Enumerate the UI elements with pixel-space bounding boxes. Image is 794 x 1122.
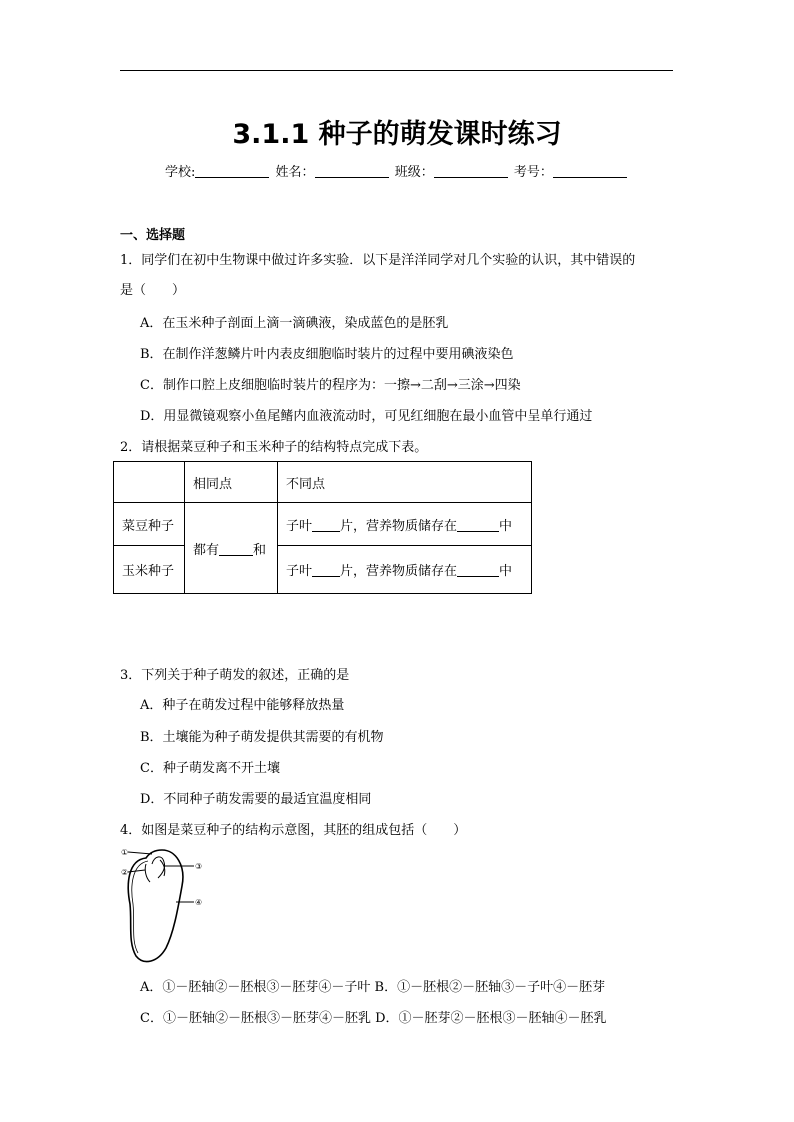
q1-option-b: B．在制作洋葱鳞片叶内表皮细胞临时装片的过程中要用碘液染色 [140, 347, 514, 362]
q4-options-ab: A．①－胚轴②－胚根③－胚芽④－子叶 B．①－胚根②－胚轴③－子叶④－胚芽 [140, 980, 606, 995]
diff-text-b: 片，营养物质储存在 [340, 518, 458, 534]
diff-text-c: 中 [499, 564, 513, 579]
label-2: ② [121, 868, 129, 877]
q3-stem: 3．下列关于种子萌发的叙述，正确的是 [120, 668, 350, 683]
table-row-bean-label: 菜豆种子 [114, 503, 185, 546]
q1-option-a: A．在玉米种子剖面上滴一滴碘液，染成蓝色的是胚乳 [140, 316, 449, 331]
exam-number-label: 考号： [513, 165, 553, 180]
cotyledon-blank [312, 564, 340, 577]
q1-stem-line2: 是（ ） [120, 283, 186, 298]
exam-number-blank [553, 165, 627, 178]
section-heading: 一、选择题 [120, 228, 186, 243]
same-text-b: 和 [253, 542, 267, 558]
label-4: ④ [195, 898, 203, 907]
table-header-diff: 不同点 [278, 462, 532, 503]
diff-text-a: 子叶 [286, 564, 313, 579]
school-label: 学校: [165, 165, 196, 180]
diff-text-c: 中 [499, 518, 513, 534]
cotyledon-blank [312, 519, 340, 532]
name-label: 姓名： [275, 165, 315, 180]
student-info-line [165, 161, 629, 180]
q3-option-d: D．不同种子萌发需要的最适宜温度相同 [140, 792, 372, 807]
q4-options-cd: C．①－胚轴②－胚根③－胚芽④－胚乳 D．①－胚芽②－胚根③－胚轴④－胚乳 [140, 1011, 607, 1026]
embryo-plumule [152, 857, 165, 878]
comparison-table [113, 461, 532, 594]
school-blank [195, 165, 269, 178]
page-title: 3.1.1 种子的萌发课时练习 [232, 119, 562, 150]
table-bean-diff-cell [278, 503, 532, 546]
name-blank [315, 165, 389, 178]
seed-coat-outline [128, 850, 183, 962]
same-blank [219, 543, 253, 556]
q3-option-c: C．种子萌发离不开土壤 [140, 761, 280, 776]
storage-blank [457, 519, 499, 532]
table-header-same: 相同点 [185, 462, 278, 503]
bean-seed-diagram [118, 844, 218, 966]
table-row-corn-label: 玉米种子 [114, 546, 185, 594]
table-corner-cell [114, 462, 185, 503]
label-1: ① [121, 848, 129, 857]
same-text-a: 都有 [193, 542, 220, 558]
label-3: ③ [195, 862, 203, 871]
q3-option-b: B．土壤能为种子萌发提供其需要的有机物 [140, 730, 384, 745]
q1-option-d: D．用显微镜观察小鱼尾鳍内血液流动时，可见红细胞在最小血管中呈单行通过 [140, 409, 593, 424]
q1-option-c: C．制作口腔上皮细胞临时装片的程序为：一擦→二刮→三涂→四染 [140, 378, 521, 393]
class-blank [434, 165, 508, 178]
q1-stem-line1: 1．同学们在初中生物课中做过许多实验．以下是洋洋同学对几个实验的认识，其中错误的 [120, 253, 636, 268]
table-corn-diff-cell [278, 546, 532, 594]
table-same-cell [185, 503, 278, 594]
q3-option-a: A．种子在萌发过程中能够释放热量 [140, 698, 345, 713]
diff-text-b: 片，营养物质储存在 [340, 564, 458, 579]
q4-stem: 4．如图是菜豆种子的结构示意图，其胚的组成包括（ ） [120, 823, 467, 838]
storage-blank [457, 564, 499, 577]
q2-stem: 2．请根据菜豆种子和玉米种子的结构特点完成下表。 [120, 440, 428, 455]
diff-text-a: 子叶 [286, 518, 313, 534]
class-label: 班级： [394, 165, 434, 180]
embryo-radicle [145, 864, 150, 882]
header-rule [120, 70, 673, 71]
